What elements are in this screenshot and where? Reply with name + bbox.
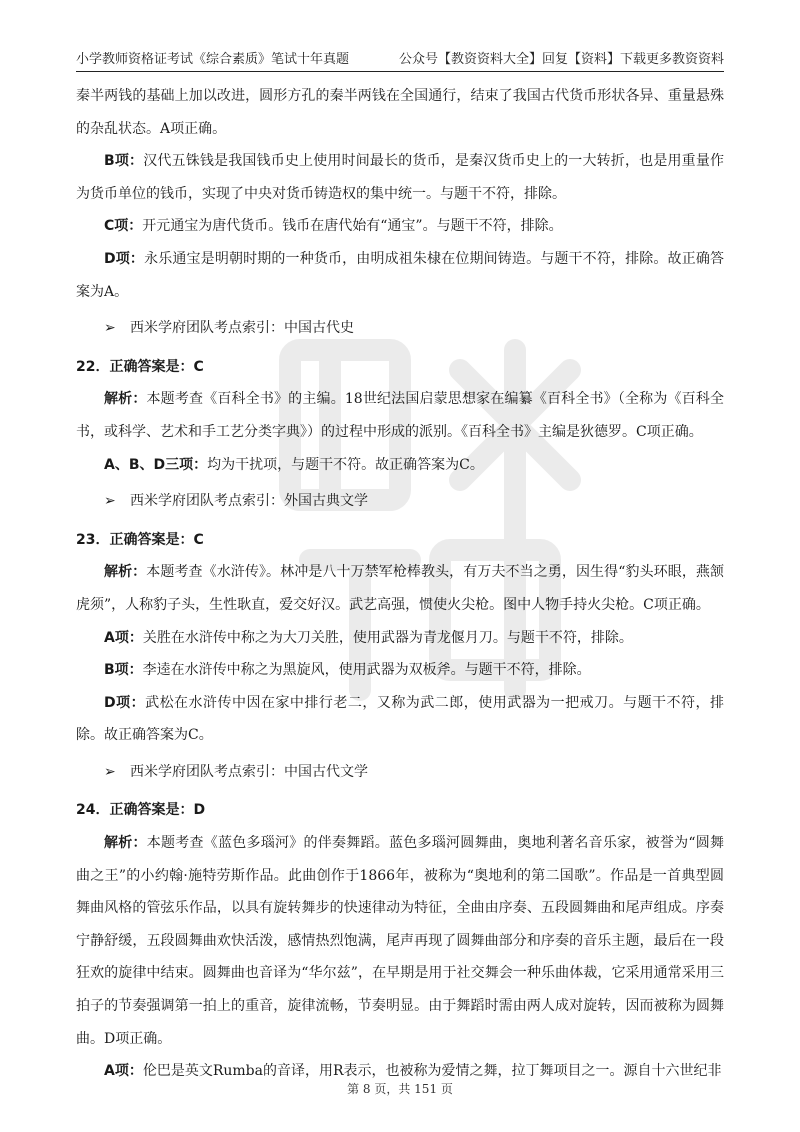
topic-text: 西米学府团队考点索引：中国古代文学 <box>130 763 368 780</box>
q23-option-a <box>76 622 724 655</box>
label: B项： <box>104 662 143 679</box>
q23-option-d <box>76 687 724 752</box>
q21-option-b <box>76 145 724 210</box>
header-rule <box>76 71 724 72</box>
label: 解析： <box>104 835 147 852</box>
arrow-bullet-icon: ➢ <box>104 320 116 337</box>
q21-option-c <box>76 210 724 243</box>
text: 本题考查《水浒传》。林冲是八十万禁军枪棒教头，有万夫不当之勇，因生得“豹头环眼，燕颔虎须”，人称豹子头，生性耿直，爱交好汉。武艺高强，惯使火尖枪。图中人物手持火尖枪。C项正确。 <box>76 564 725 613</box>
label: 解析： <box>104 564 147 581</box>
text: 永乐通宝是明朝时期的一种货币，由明成祖朱棣在位期间铸造。与题干不符，排除。故正确答案为A。 <box>76 250 725 300</box>
header-right-note: 公众号【教资资料大全】回复【资料】下载更多教资资料 <box>398 52 724 67</box>
text: 本题考查《百科全书》的主编。18世纪法国启蒙思想家在编纂《百科全书》（全称为《百科全书，或科学、艺术和手工艺分类字典》）的过程中形成的派别。《百科全书》主编是狄德罗。C项正确。 <box>76 391 725 440</box>
text: 关胜在水浒传中称之为大刀关胜，使用武器为青龙偃月刀。与题干不符，排除。 <box>142 629 633 646</box>
label: B项： <box>104 153 144 170</box>
q23-option-b <box>76 654 724 687</box>
q23-analysis <box>76 556 724 621</box>
label: A项： <box>104 629 143 646</box>
q23-answer-heading: 23．正确答案是：C <box>76 531 204 548</box>
text: 本题考查《蓝色多瑙河》的伴奏舞蹈。蓝色多瑙河圆舞曲，奥地利著名音乐家，被誉为“圆舞曲之王”的小约翰·施特劳斯作品。此曲创作于1866年，被称为“奥地利的第二国歌”。作品是一首典型圆舞曲风格的管弦乐作品，以具有旋转舞步的快速律动为特征，全曲由序奏、五段圆舞曲和尾声组成。序奏宁静舒缓，五段圆舞曲欢快活泼，感情热烈饱满，尾声再现了圆舞曲部分和序奏的音乐主题，最后在一段狂欢的旋律中结束。圆舞曲也音译为“华尔兹”，在早期是用于社交舞会一种乐曲体裁，它采用通常采用三拍子的节奏强调第一拍上的重音，旋律流畅，节奏明显。由于舞蹈时需由两人成对旋转，因而被称为圆舞曲。D项正确。 <box>76 835 725 1047</box>
q21-option-d <box>76 243 724 308</box>
text: 武松在水浒传中因在家中排行老二，又称为武二郎，使用武器为一把戒刀。与题干不符，排除。故正确答案为C。 <box>76 694 724 744</box>
arrow-bullet-icon: ➢ <box>104 763 116 780</box>
text: 开元通宝为唐代货币。钱币在唐代始有“通宝”。与题干不符，排除。 <box>142 218 563 235</box>
q22-analysis <box>76 383 724 448</box>
paragraph-continuation: 秦半两钱的基础上加以改进，圆形方孔的秦半两钱在全国通行，结束了我国古代货币形状各异、重量悬殊的杂乱状态。A项正确。 <box>76 88 724 137</box>
header-left-title: 小学教师资格证考试《综合素质》笔试十年真题 <box>76 52 350 67</box>
document-body <box>76 80 724 1088</box>
q22-topic-index <box>76 485 724 518</box>
label: D项： <box>104 250 145 267</box>
page-footer: 第 8 页，共 151 页 <box>347 1082 453 1096</box>
page-header <box>76 44 724 68</box>
q23-topic-index <box>76 756 724 789</box>
text: 李逵在水浒传中称之为黑旋风，使用武器为双板斧。与题干不符，排除。 <box>142 662 591 679</box>
label: A、B、D三项： <box>104 456 208 473</box>
label: 解析： <box>104 391 147 408</box>
label: C项： <box>104 218 143 235</box>
arrow-bullet-icon: ➢ <box>104 493 116 510</box>
text: 汉代五铢钱是我国钱币史上使用时间最长的货币，是秦汉货币史上的一大转折，也是用重量作为货币单位的钱币，实现了中央对货币铸造权的集中统一。与题干不符，排除。 <box>76 153 725 202</box>
text: 伦巴是英文Rumba的音译，用R表示，也被称为爱情之舞，拉丁舞项目之一。源自十六世纪非 <box>142 1063 722 1080</box>
topic-text: 西米学府团队考点索引：外国古典文学 <box>130 493 368 510</box>
q24-answer-heading: 24．正确答案是：D <box>76 802 206 819</box>
q21-topic-index <box>76 312 724 345</box>
q22-answer-heading: 22．正确答案是：C <box>76 358 204 375</box>
q22-other-options <box>76 449 724 482</box>
text: 均为干扰项，与题干不符。故正确答案为C。 <box>207 456 484 473</box>
label: A项： <box>104 1063 143 1080</box>
topic-text: 西米学府团队考点索引：中国古代史 <box>130 320 354 337</box>
label: D项： <box>104 694 146 711</box>
q24-analysis <box>76 827 724 1055</box>
